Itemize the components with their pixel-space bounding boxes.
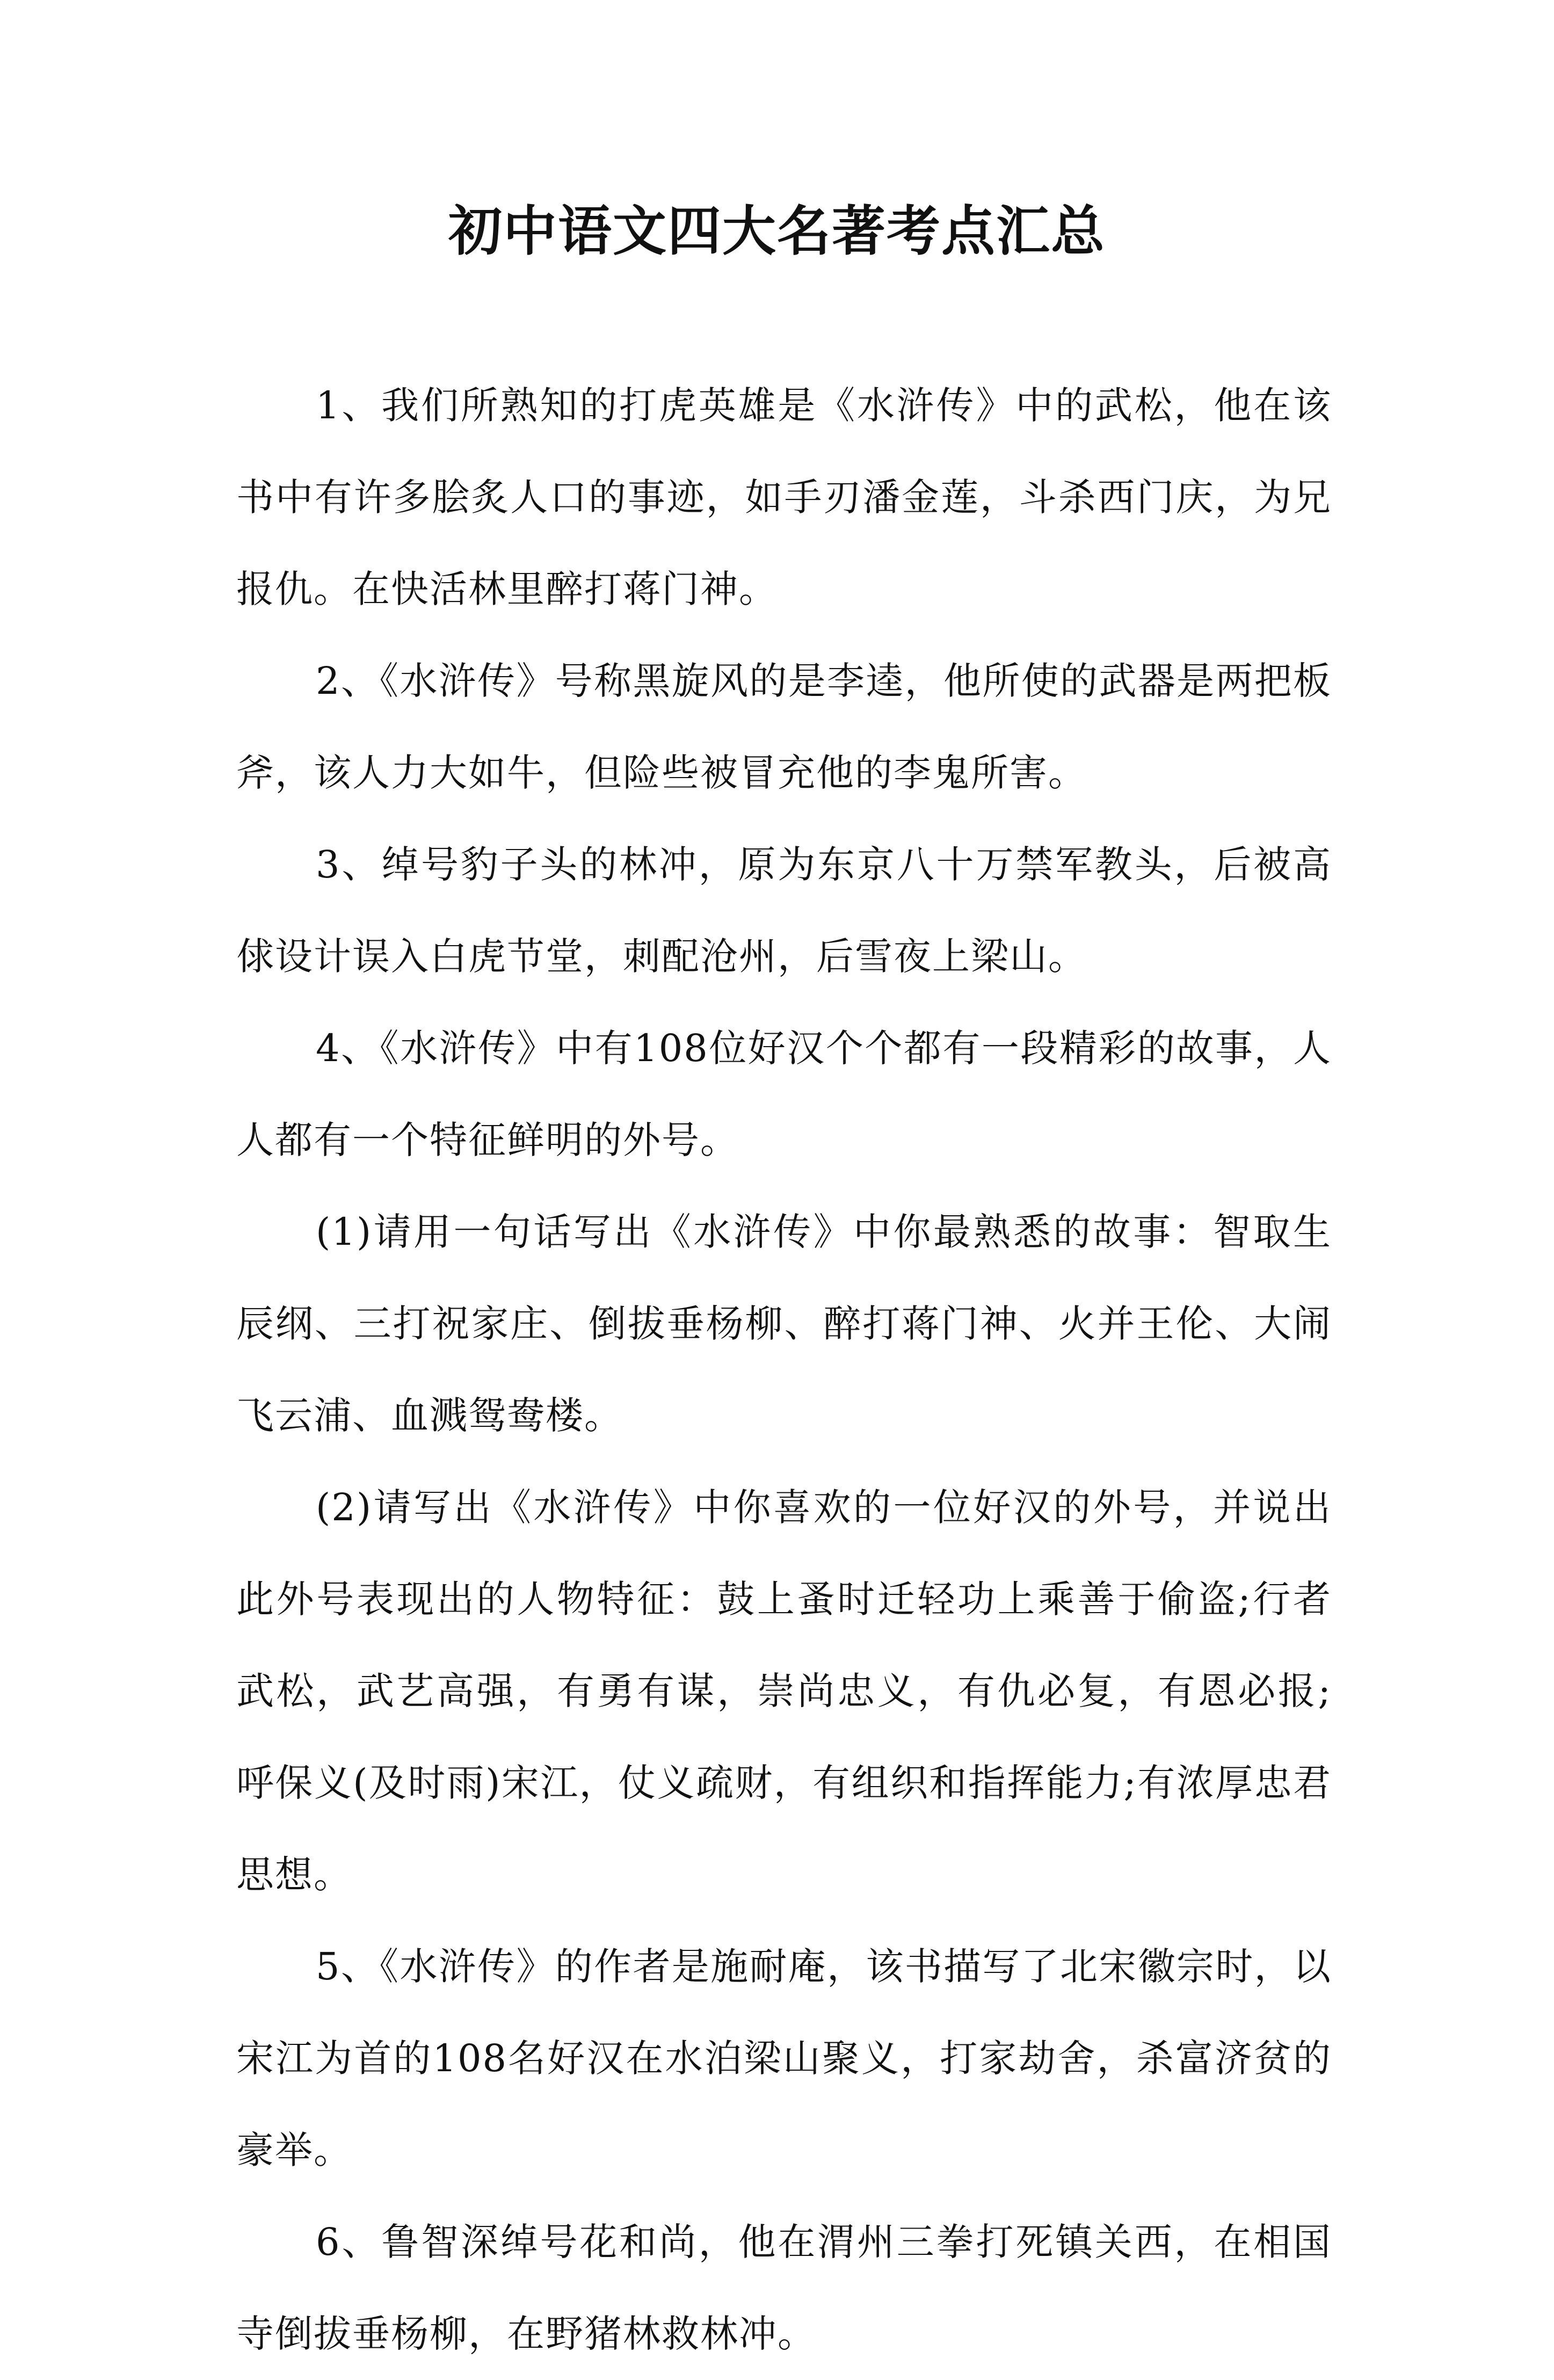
paragraph-3: 3、绰号豹子头的林冲，原为东京八十万禁军教头，后被高俅设计误入白虎节堂，刺配沧州，后雪夜上梁山。	[236, 843, 1332, 978]
document-title: 初中语文四大名著考点汇总	[448, 199, 1106, 263]
paragraph-6: 6、鲁智深绰号花和尚，他在渭州三拳打死镇关西，在相国寺倒拔垂杨柳，在野猪林救林冲。	[236, 2220, 1332, 2356]
document-body	[236, 360, 1332, 2380]
paragraph-4-2: (2)请写出《水浒传》中你喜欢的一位好汉的外号，并说出此外号表现出的人物特征：鼓上蚤时迁轻功上乘善于偷盗;行者武松，武艺高强，有勇有谋，崇尚忠义，有仇必复，有恩必报;呼保义(及时雨)宋江，仗义疏财，有组织和指挥能力;有浓厚忠君思想。	[236, 1485, 1332, 1897]
paragraph-4: 4、《水浒传》中有108位好汉个个都有一段精彩的故事，人人都有一个特征鲜明的外号。	[236, 1026, 1332, 1162]
paragraph-1: 1、我们所熟知的打虎英雄是《水浒传》中的武松，他在该书中有许多脍炙人口的事迹，如手刃潘金莲，斗杀西门庆，为兄报仇。在快活林里醉打蒋门神。	[236, 383, 1332, 611]
paragraph-4-1: (1)请用一句话写出《水浒传》中你最熟悉的故事：智取生辰纲、三打祝家庄、倒拔垂杨柳、醉打蒋门神、火并王伦、大闹飞云浦、血溅鸳鸯楼。	[236, 1210, 1332, 1438]
paragraph-2: 2、《水浒传》号称黑旋风的是李逵，他所使的武器是两把板斧，该人力大如牛，但险些被冒充他的李鬼所害。	[236, 659, 1332, 795]
paragraph-5: 5、《水浒传》的作者是施耐庵，该书描写了北宋徽宗时，以宋江为首的108名好汉在水泊梁山聚义，打家劫舍，杀富济贫的豪举。	[236, 1944, 1332, 2172]
